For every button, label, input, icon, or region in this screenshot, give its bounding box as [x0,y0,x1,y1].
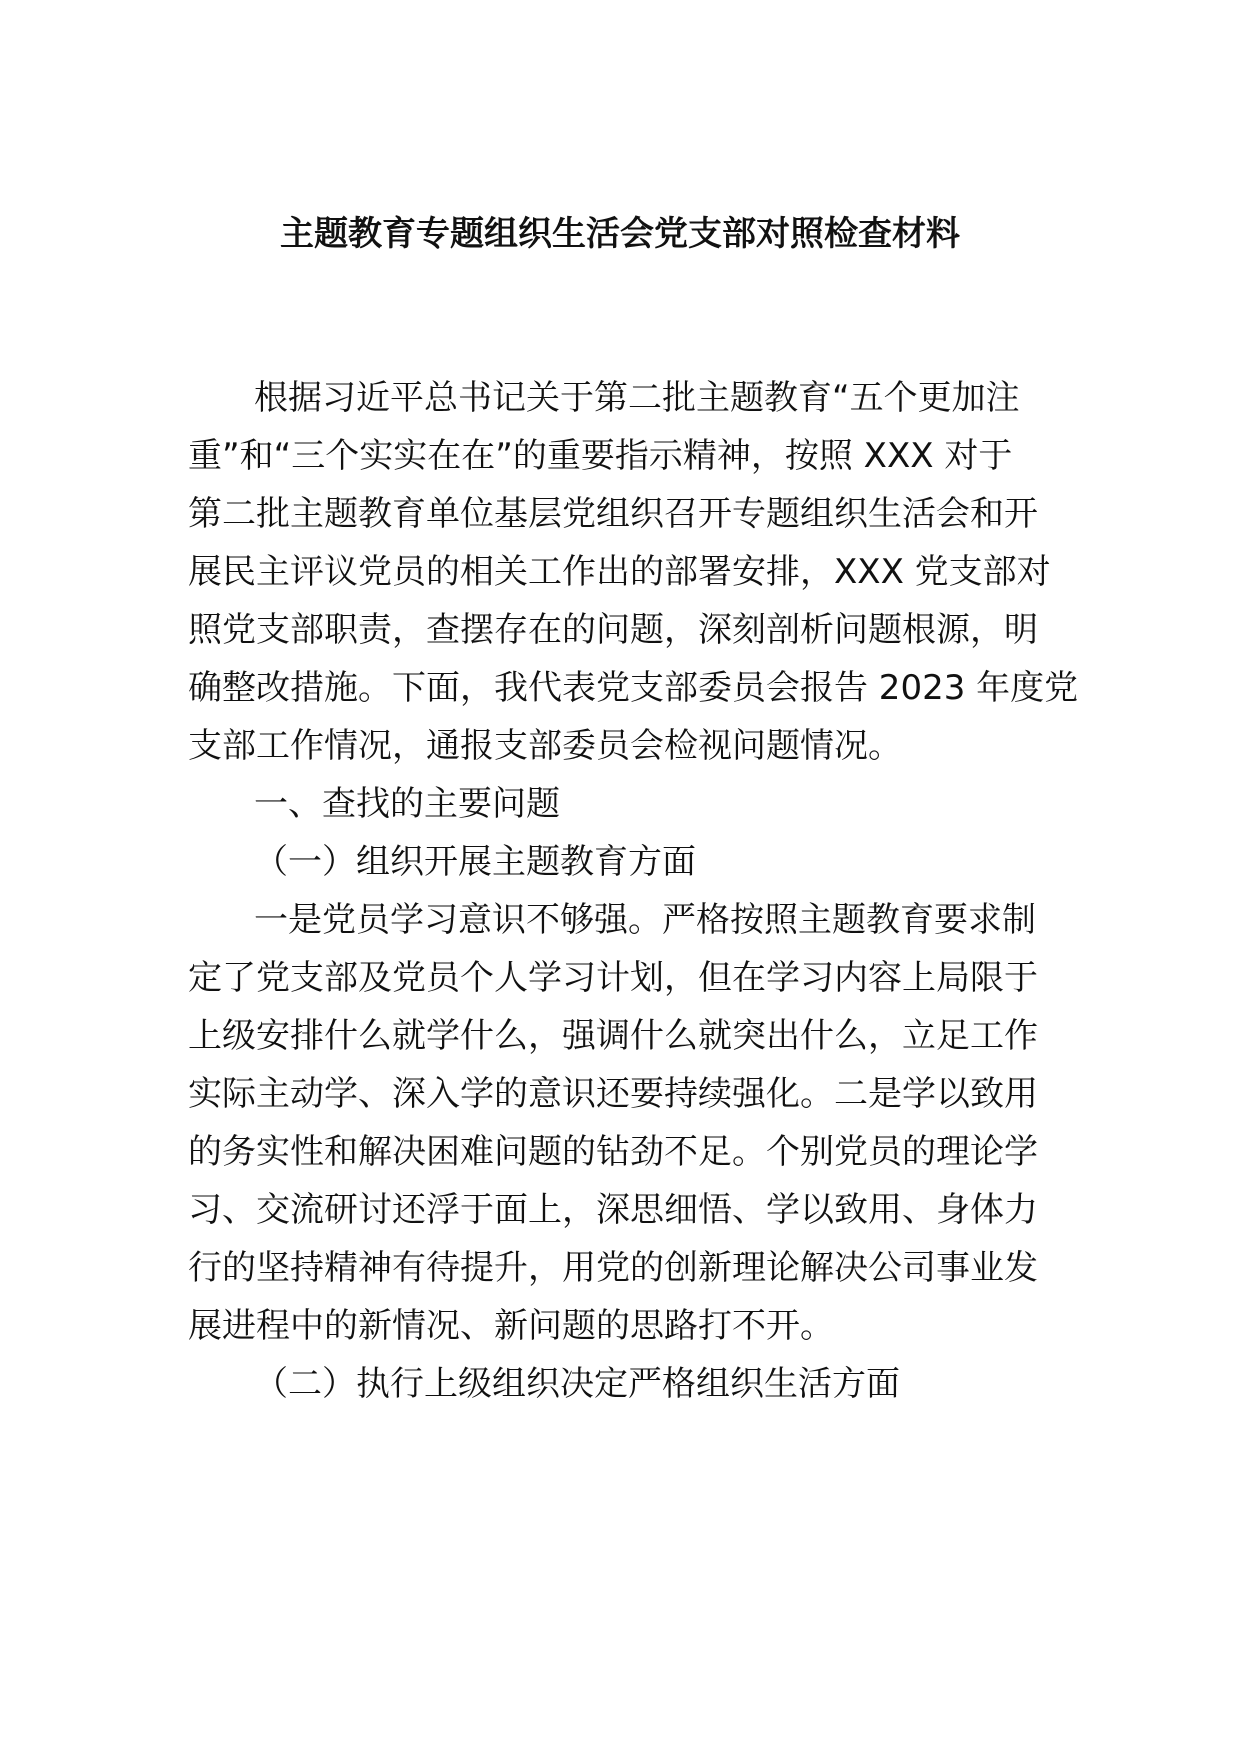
paragraph-1-line-4: 展民主评议党员的相关工作出的部署安排，XXX 党支部对 [188,552,1051,592]
paragraph-2-line-8: 展进程中的新情况、新问题的思路打不开。 [188,1306,834,1346]
paragraph-1-line-2: 重”和“三个实实在在”的重要指示精神，按照 XXX 对于 [188,436,1013,476]
paragraph-2-line-6: 习、交流研讨还浮于面上，深思细悟、学以致用、身体力 [188,1190,1038,1230]
document-title: 主题教育专题组织生活会党支部对照检查材料 [280,214,960,254]
paragraph-1-line-3: 第二批主题教育单位基层党组织召开专题组织生活会和开 [188,494,1038,534]
paragraph-1-line-5: 照党支部职责，查摆存在的问题，深刻剖析问题根源，明 [188,610,1038,650]
paragraph-1-line-7: 支部工作情况，通报支部委员会检视问题情况。 [188,726,902,766]
paragraph-2-line-2: 定了党支部及党员个人学习计划，但在学习内容上局限于 [188,958,1038,998]
subsection-heading-1: （一）组织开展主题教育方面 [254,842,696,882]
paragraph-2-line-4: 实际主动学、深入学的意识还要持续强化。二是学以致用 [188,1074,1038,1114]
subsection-heading-2: （二）执行上级组织决定严格组织生活方面 [254,1364,900,1404]
paragraph-2-line-7: 行的坚持精神有待提升，用党的创新理论解决公司事业发 [188,1248,1038,1288]
paragraph-1-line-1: 根据习近平总书记关于第二批主题教育“五个更加注 [254,378,1020,418]
paragraph-2-line-5: 的务实性和解决困难问题的钻劲不足。个别党员的理论学 [188,1132,1038,1172]
paragraph-2-line-1: 一是党员学习意识不够强。严格按照主题教育要求制 [254,900,1036,940]
section-heading-1: 一、查找的主要问题 [254,784,560,824]
paragraph-1-line-6: 确整改措施。下面，我代表党支部委员会报告 2023 年度党 [188,668,1079,708]
paragraph-2-line-3: 上级安排什么就学什么，强调什么就突出什么，立足工作 [188,1016,1038,1056]
